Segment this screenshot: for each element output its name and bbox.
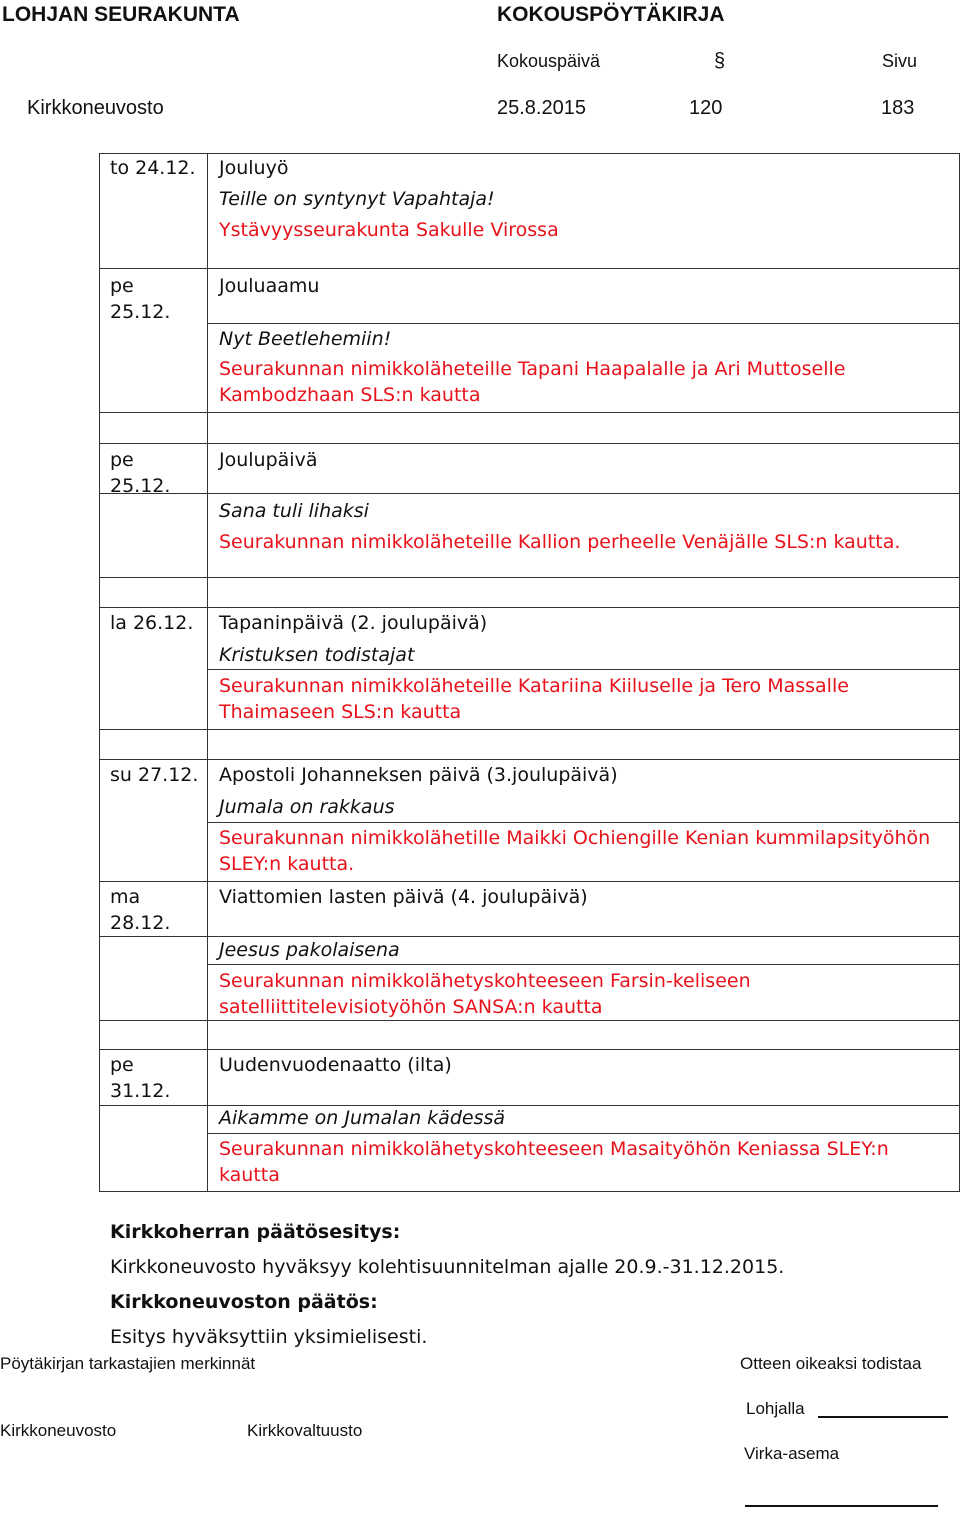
row-weekday: pe xyxy=(110,449,134,471)
inspectors-label: Pöytäkirjan tarkastajien merkinnät xyxy=(0,1354,256,1373)
row-target: Seurakunnan nimikkolähetyskohteeseen Farsin-keliseen xyxy=(219,970,751,992)
row-date: 31.12. xyxy=(110,1080,171,1102)
row-weekday: ma xyxy=(110,886,141,908)
row-title: Uudenvuodenaatto (ilta) xyxy=(219,1054,452,1076)
row-date: 25.12. xyxy=(110,301,171,323)
meeting-date: 25.8.2015 xyxy=(497,97,586,119)
decision-text: Esitys hyväksyttiin yksimielisesti. xyxy=(110,1326,428,1348)
section-symbol: § xyxy=(714,50,726,72)
row-theme: Jeesus pakolaisena xyxy=(219,939,400,961)
document-type: KOKOUSPÖYTÄKIRJA xyxy=(497,3,725,26)
row-date: 25.12. xyxy=(110,475,171,497)
certified-label: Otteen oikeaksi todistaa xyxy=(740,1354,922,1373)
row-title: Tapaninpäivä (2. joulupäivä) xyxy=(219,612,488,634)
row-weekday: pe xyxy=(110,275,134,297)
row-title: Jouluyö xyxy=(219,157,289,179)
place-label: Lohjalla xyxy=(746,1399,805,1418)
row-target-cont: SLEY:n kautta. xyxy=(219,853,355,875)
row-date: la 26.12. xyxy=(110,612,194,634)
row-theme: Teille on syntynyt Vapahtaja! xyxy=(219,188,495,210)
position-label: Virka-asema xyxy=(744,1444,840,1463)
row-target: Seurakunnan nimikkoläheteille Tapani Haapalalle ja Ari Muttoselle xyxy=(219,358,846,380)
section-number: 120 xyxy=(689,97,723,119)
row-weekday: pe xyxy=(110,1054,134,1076)
proposal-heading: Kirkkoherran päätösesitys: xyxy=(110,1221,401,1243)
page-number: 183 xyxy=(881,97,915,119)
row-theme: Kristuksen todistajat xyxy=(219,644,415,666)
row-date: 28.12. xyxy=(110,912,171,934)
row-title: Joulupäivä xyxy=(219,449,318,471)
row-target: Seurakunnan nimikkolähetyskohteeseen Masaityöhön Keniassa SLEY:n xyxy=(219,1138,889,1160)
meeting-date-label: Kokouspäivä xyxy=(497,51,601,71)
row-theme: Nyt Beetlehemiin! xyxy=(219,328,392,350)
row-title: Jouluaamu xyxy=(219,275,320,297)
kirkkoneuvosto-label: Kirkkoneuvosto xyxy=(0,1421,117,1440)
row-title: Viattomien lasten päivä (4. joulupäivä) xyxy=(219,886,588,908)
row-target: Ystävyysseurakunta Sakulle Virossa xyxy=(219,219,559,241)
place-signature-line xyxy=(818,1416,948,1418)
org-name: LOHJAN SEURAKUNTA xyxy=(2,3,240,26)
row-theme: Aikamme on Jumalan kädessä xyxy=(219,1107,506,1129)
row-title: Apostoli Johanneksen päivä (3.joulupäivä) xyxy=(219,764,618,786)
row-target-cont: kautta xyxy=(219,1164,280,1186)
row-target-cont: Thaimaseen SLS:n kautta xyxy=(219,701,462,723)
row-target: Seurakunnan nimikkoläheteille Katariina Kiiluselle ja Tero Massalle xyxy=(219,675,849,697)
row-date: to 24.12. xyxy=(110,157,196,179)
row-target-cont: satelliittitelevisiotyöhön SANSA:n kautta xyxy=(219,996,603,1018)
signature-line xyxy=(745,1505,938,1507)
row-date: su 27.12. xyxy=(110,764,199,786)
row-theme: Jumala on rakkaus xyxy=(219,796,395,818)
row-target: Seurakunnan nimikkoläheteille Kallion perheelle Venäjälle SLS:n kautta. xyxy=(219,531,901,553)
proposal-text: Kirkkoneuvosto hyväksyy kolehtisuunnitelman ajalle 20.9.-31.12.2015. xyxy=(110,1256,785,1278)
row-target: Seurakunnan nimikkolähetille Maikki Ochiengille Kenian kummilapsityöhön xyxy=(219,827,931,849)
governing-body: Kirkkoneuvosto xyxy=(27,97,164,119)
page-label: Sivu xyxy=(882,51,918,71)
kirkkovaltuusto-label: Kirkkovaltuusto xyxy=(247,1421,363,1440)
decision-heading: Kirkkoneuvoston päätös: xyxy=(110,1291,378,1313)
row-target-cont: Kambodzhaan SLS:n kautta xyxy=(219,384,481,406)
row-theme: Sana tuli lihaksi xyxy=(219,500,369,522)
